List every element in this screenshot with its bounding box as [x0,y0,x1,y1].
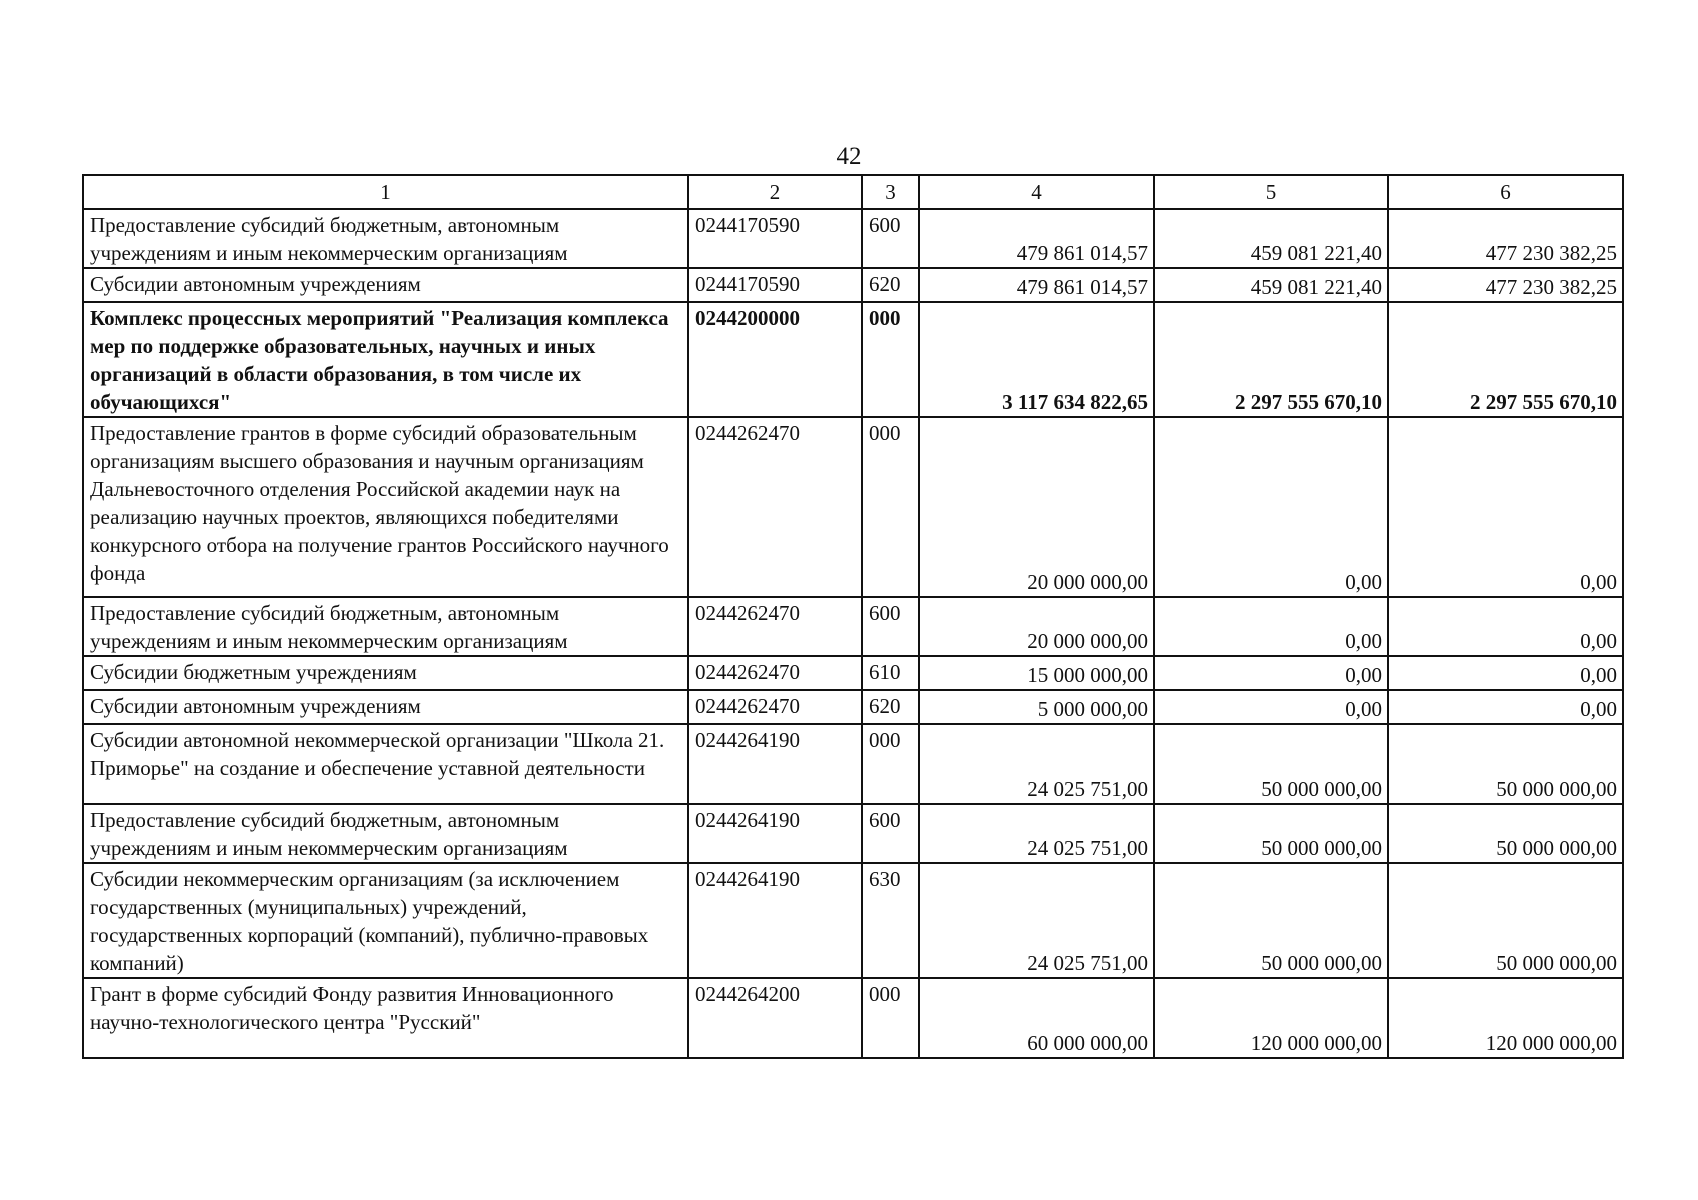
row-vr-cell: 000 [862,417,919,597]
row-code-cell: 0244200000 [688,302,862,417]
row-vr-cell: 620 [862,268,919,302]
table-row [83,690,1623,724]
row-vr-cell: 000 [862,302,919,417]
row-name-cell: Субсидии автономным учреждениям [83,690,688,724]
row-code-cell: 0244264190 [688,863,862,978]
row-name-cell: Субсидии бюджетным учреждениям [83,656,688,690]
row-value-year2-cell: 0,00 [1154,656,1388,690]
row-value-year3-cell: 0,00 [1388,597,1623,656]
row-value-year1-cell: 3 117 634 822,65 [919,302,1154,417]
row-name-cell: Предоставление субсидий бюджетным, автономным учреждениям и иным некоммерческим организациям [83,209,688,268]
row-value-year3-cell: 120 000 000,00 [1388,978,1623,1058]
row-vr-cell: 600 [862,597,919,656]
table-row [83,417,1623,597]
row-value-year2-cell: 459 081 221,40 [1154,209,1388,268]
row-value-year3-cell: 477 230 382,25 [1388,209,1623,268]
row-code-cell: 0244264200 [688,978,862,1058]
row-value-year2-cell: 2 297 555 670,10 [1154,302,1388,417]
row-code-cell: 0244170590 [688,268,862,302]
table-row [83,597,1623,656]
row-value-year2-cell: 120 000 000,00 [1154,978,1388,1058]
row-vr-cell: 630 [862,863,919,978]
row-value-year1-cell: 15 000 000,00 [919,656,1154,690]
row-value-year3-cell: 50 000 000,00 [1388,724,1623,804]
row-value-year2-cell: 0,00 [1154,690,1388,724]
row-code-cell: 0244170590 [688,209,862,268]
column-header: 5 [1154,175,1388,209]
row-vr-cell: 620 [862,690,919,724]
row-value-year1-cell: 20 000 000,00 [919,597,1154,656]
row-value-year1-cell: 60 000 000,00 [919,978,1154,1058]
row-value-year3-cell: 0,00 [1388,690,1623,724]
row-name-cell: Субсидии некоммерческим организациям (за исключением государственных (муниципальных) учреждений, государственных корпораций (компаний), публично-правовых компаний) [83,863,688,978]
row-value-year3-cell: 50 000 000,00 [1388,863,1623,978]
row-value-year1-cell: 479 861 014,57 [919,209,1154,268]
row-name-cell: Предоставление субсидий бюджетным, автономным учреждениям и иным некоммерческим организациям [83,804,688,863]
row-value-year3-cell: 50 000 000,00 [1388,804,1623,863]
row-code-cell: 0244264190 [688,724,862,804]
row-vr-cell: 000 [862,724,919,804]
budget-table [82,174,1624,1059]
row-value-year3-cell: 2 297 555 670,10 [1388,302,1623,417]
column-header: 3 [862,175,919,209]
row-name-cell: Предоставление субсидий бюджетным, автономным учреждениям и иным некоммерческим организациям [83,597,688,656]
row-name-cell: Грант в форме субсидий Фонду развития Инновационного научно-технологического центра "Русский" [83,978,688,1058]
table-row [83,724,1623,804]
row-code-cell: 0244262470 [688,690,862,724]
row-code-cell: 0244264190 [688,804,862,863]
row-value-year2-cell: 0,00 [1154,597,1388,656]
row-value-year3-cell: 477 230 382,25 [1388,268,1623,302]
table-row [83,863,1623,978]
row-value-year1-cell: 479 861 014,57 [919,268,1154,302]
row-value-year2-cell: 459 081 221,40 [1154,268,1388,302]
row-value-year2-cell: 50 000 000,00 [1154,724,1388,804]
row-value-year1-cell: 24 025 751,00 [919,724,1154,804]
row-value-year2-cell: 0,00 [1154,417,1388,597]
column-header: 1 [83,175,688,209]
table-row [83,302,1623,417]
row-value-year1-cell: 24 025 751,00 [919,863,1154,978]
row-value-year3-cell: 0,00 [1388,417,1623,597]
row-code-cell: 0244262470 [688,417,862,597]
column-header: 4 [919,175,1154,209]
row-code-cell: 0244262470 [688,597,862,656]
row-vr-cell: 600 [862,209,919,268]
row-value-year3-cell: 0,00 [1388,656,1623,690]
row-code-cell: 0244262470 [688,656,862,690]
row-value-year1-cell: 20 000 000,00 [919,417,1154,597]
row-name-cell: Субсидии автономным учреждениям [83,268,688,302]
column-header: 6 [1388,175,1623,209]
row-vr-cell: 610 [862,656,919,690]
row-name-cell: Субсидии автономной некоммерческой организации "Школа 21. Приморье" на создание и обеспечение уставной деятельности [83,724,688,804]
column-header: 2 [688,175,862,209]
row-vr-cell: 000 [862,978,919,1058]
row-value-year2-cell: 50 000 000,00 [1154,863,1388,978]
table-row [83,978,1623,1058]
row-value-year1-cell: 5 000 000,00 [919,690,1154,724]
table-row [83,209,1623,268]
row-name-cell: Комплекс процессных мероприятий "Реализация комплекса мер по поддержке образовательных, научных и иных организаций в области образования, в том числе их обучающихся" [83,302,688,417]
table-row [83,656,1623,690]
table-row [83,804,1623,863]
page-number: 42 [836,143,862,170]
header-row [83,175,1623,209]
row-vr-cell: 600 [862,804,919,863]
row-value-year2-cell: 50 000 000,00 [1154,804,1388,863]
row-value-year1-cell: 24 025 751,00 [919,804,1154,863]
row-name-cell: Предоставление грантов в форме субсидий образовательным организациям высшего образования и научным организациям Дальневосточного отделения Российской академии наук на реализацию научных проектов, являющихся победителями конкурсного отбора на получение грантов Российского научного фонда [83,417,688,597]
table-row [83,268,1623,302]
